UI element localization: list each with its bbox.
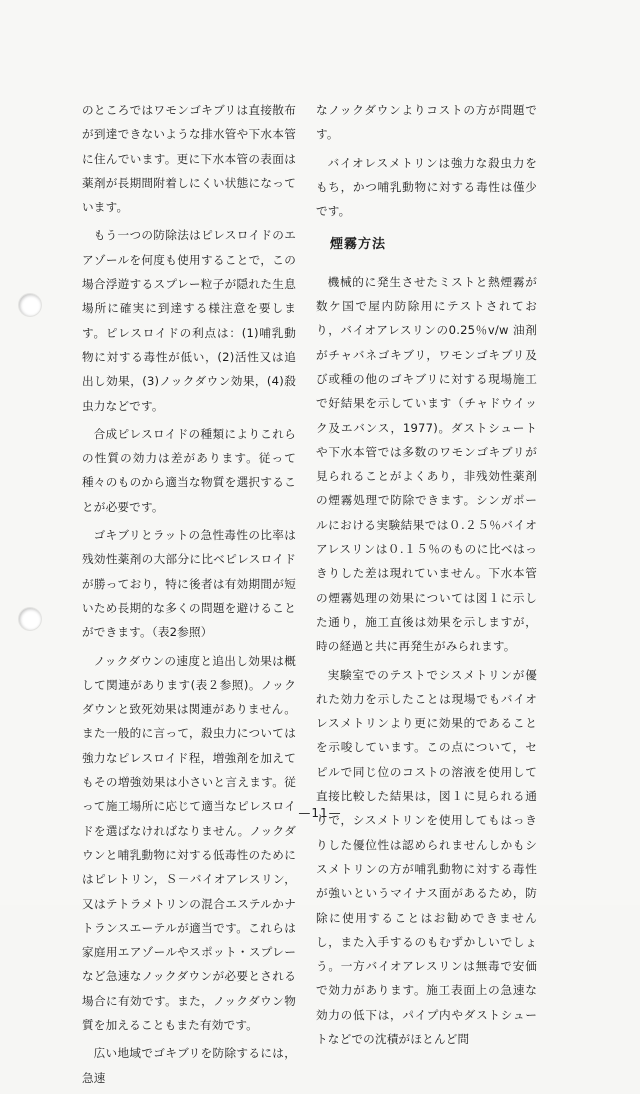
page-number: —11— bbox=[298, 806, 342, 820]
paragraph: なノックダウンよりコストの方が問題です。 bbox=[316, 103, 537, 142]
punch-hole-upper bbox=[19, 294, 41, 316]
paragraph: もう一つの防除法はピレスロイドのエアゾールを何度も使用することで，この場合浮遊するスプレー粒子が隠れた生息場所に確実に到達する様注意を要します。ピレスロイドの利点は：(1)哺乳動物に対する毒性が低い，(2)活性又は追出し効果，(3)ノックダウン効果，(4)殺虫力などです。 bbox=[82, 228, 296, 413]
paragraph: ゴキブリとラットの急性毒性の比率は残効性薬剤の大部分に比べピレスロイドが勝っており，特に後者は有効期間が短いため長期的な多くの問題を避けることができます。（表2参照） bbox=[82, 528, 296, 640]
paragraph: 合成ピレスロイドの種類によりこれらの性質の効力は差があります。従って種々のものから適当な物質を選択することが必要です。 bbox=[82, 426, 296, 514]
paragraph: 実験室でのテストでシスメトリンが優れた効力を示したことは現場でもバイオレスメトリンより更に効果的であることを示唆しています。この点について，セピルで同じ位のコストの溶液を使用して直接比較した結果は，図１に見られる通りで，シスメトリンを使用してもはっきりした優位性は認められませんしかもシスメトリンの方が哺乳動物に対する毒性が強いというマイナス面があるため，防除に使用することはお勧めできませんし，また入手するのもむずかしいでしょう。一方バイオアレスリンは無毒で安価で効力があります。施工表面上の急速な効力の低下は，パイプ内やダストシュートなどでの沈積がほとんど問 bbox=[316, 667, 537, 1046]
paragraph: 機械的に発生させたミストと熱煙霧が数ケ国で屋内防除用にテストされており，バイオアレスリンの0.25％v/w 油剤がチャバネゴキブリ，ワモンゴキブリ及び或種の他のゴキブリに対する現場施工で好結果を示しています（チャドウイック及エバンス，1977)。ダストシュートや下水本管では多数のワモンゴキブリが見られることがよくあり，非残効性薬剤の煙霧処理で防除できます。シンガポールにおける実験結果では０.２５％バイオアレスリンは０.１５％のものに比べはっきりした差は現れていません。下水本管の煙霧処理の効果については図１に示した通り，施工直後は効果を示しますが，時の経過と共に再発生がみられます。 bbox=[316, 274, 537, 654]
section-heading: 煙霧方法 bbox=[330, 237, 387, 253]
paragraph: バイオレスメトリンは強力な殺虫力をもち，かつ哺乳動物に対する毒性は僅少です。 bbox=[316, 155, 537, 219]
paragraph: のところではワモンゴキブリは直接散布が到達できないような排水管や下水本管に住んでいます。更に下水本管の表面は薬剤が長期間附着しにくい状態になっています。 bbox=[82, 103, 296, 215]
left-text-column bbox=[82, 98, 296, 1094]
right-text-column bbox=[316, 98, 537, 1055]
paragraph: ノックダウンの速度と追出し効果は概して関連があります(表２参照)。ノックダウンと致死効果は関連がありません。また一般的に言って，殺虫力については強力なピレスロイド程，増強剤を加えてもその増強効果は小さいと言えます。従って施工場所に応じて適当なピレスロイドを選ばなければなりません。ノックダウンと哺乳動物に対する低毒性のためにはピレトリン，Ｓ－バイオアレスリン，又はテトラメトリンの混合エステルかナトランスエーテルが適当です。これらは家庭用エアゾールやスポット・スプレーなど急速なノックダウンが必要とされる場合に有効です。また，ノックダウン物質を加えることもまた有効です。 bbox=[82, 653, 296, 1032]
paragraph: 広い地域でゴキブリを防除するには，急速 bbox=[82, 1046, 296, 1085]
punch-hole-lower bbox=[19, 608, 41, 630]
